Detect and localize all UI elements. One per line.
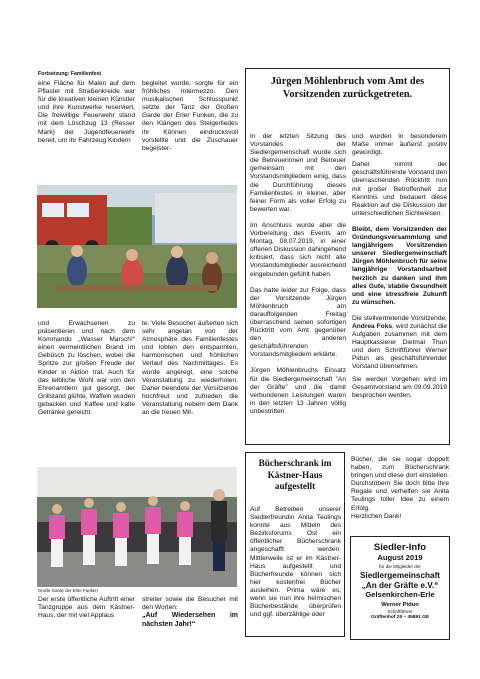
moehlenbruch-col2-p3-pre: Die stellvertretende Vorsitzende,	[352, 314, 447, 322]
buecherschrank-article	[245, 452, 345, 637]
familienfest-col2-mid: te. Viele Besucher äußerten sich sehr angetan von der Atmosphäre des Familienfestes und lobten den entspannten, harmonischen und fröhlichen Verlauf des Nachmittages. Es wurde angeregt, eine solche Veranstaltung zu wiederholen. Daher beendete der Vorsitzende hochfreut und zufrieden die Veranstaltung nebem dem Dank an die treuen Mit-	[142, 320, 238, 417]
moehlenbruch-col1-p1: In der letzten Sitzung des Vorstandes der Siedlergemeinschaft wurde sich die Betreuerinnen und Betreuer gemeinsam mit den Vorstandsmitgliedern einig, dass die Durchführung dieses Familienfestes in kleiner, aber feiner Form als voller Erfolg zu bewerten war.	[250, 133, 346, 213]
buecherschrank-thanks: Herzlichen Dank!	[351, 512, 402, 520]
photo-caption: Große Garde der Erler Funken	[38, 588, 98, 593]
moehlenbruch-col2-p2: Daher nimmt der geschäftsführende Vorstand den überraschenden Rücktritt nun mit großer Betroffenheit zur Kenntnis und bedauert diese Reaktion auf die Diskussion der unterschiedlichen Sichtweisen.	[352, 161, 447, 217]
col2-bottom-bold: „Auf Wiedersehen im nächsten Jahr!“	[142, 612, 238, 628]
moehlenbruch-title: Jürgen Möhlenbruch vom Amt des Vorsitzenden zurückgetreten.	[270, 76, 425, 100]
siedler-info-org2: „An der Gräfte e.V.“	[361, 580, 439, 590]
moehlenbruch-col2-p4: Sie werden Vorgehen wird im Gesamtvorstand am 09.09.2019 besprochen werden.	[352, 375, 447, 399]
familienfest-col1-mid: und Erwachsenen zu präsentieren und nach dem Kommando „Wasser Marsch!“ einen vermeintlichen Brand im Gebüsch zu löschen, wobei die Spritze zur großen Freude der Kinder in Aktion trat. Auch für das leibliche Wohl war von den Ehrenamtlern gut gesorgt, der Grillstand glühte, Waffeln wurden gebacken und Kaffee und kalte Getränke gereicht.	[38, 320, 135, 417]
buecherschrank-text: Auf Betreiben unserer Siedlerfreundin Anita Teulings konnte aus Mitteln des Bezirksforums Ost ein öffentlicher Bücherschrank angeschafft werden. Mittlerweile ist er im Kästner-Haus aufgestellt und Bücherfreunde können sich hier kostenfrei Bücher ausleihen. Prima wäre es, wenn sie nun ihre heimischen Bücherbestände überprüfen und ggf. überzählige oder	[250, 506, 341, 619]
moehlenbruch-col2-p3-name: Andrea Foks	[352, 322, 393, 330]
siedler-info-person: Werner Pidun	[381, 602, 419, 608]
col2-bottom-plain: streiter sowie die Besucher mit den Worten:	[142, 596, 238, 612]
siedler-info-role: Schriftführer	[387, 609, 413, 614]
familienfest-col2-top: begleitet wurde, sorgte für ein fröhliches Intermezzo. Den musikalischen Schlusspunkt setzte der Tanz der Großen Garde der Erler Funken, die zu den Klängen des Steigerliedes ihr Können eindrucksvoll vorstellte und die Zuschauer begeister-	[142, 80, 238, 152]
moehlenbruch-col2-p3-post: , wird zunächst die Aufgaben zusammen mit dem Hauptkassierer Dietmar Thun und dem Schriftführer Werner Pidun als geschäftsführender Vorstand übernehmen.	[352, 322, 447, 371]
siedler-info-box	[350, 536, 450, 640]
moehlenbruch-col1-p4: Jürgen Möhlenbruchs Einsatz für die Siedlergemeinschaft "An der Gräfte" und die damit verbundenen Leistungen waren in den letzten 13 Jahren völlig unbestritten	[250, 367, 346, 415]
siedler-info-for-members: für die Mitglieder der	[379, 564, 421, 569]
familienfest-col1-bottom: Der erste öffentliche Auftritt einer Tanzgruppe aus dem Kästner-Haus, der mit viel Applaus	[38, 596, 135, 620]
moehlenbruch-col1-p3: Das hatte leider zur Folge, dass der Vorsitzende Jürgen Möhlenbruch am darauffolgenden Freitag überraschend seinen sofortigen Rücktritt vom Amt gegenüber den anderen geschäftsführenden Vorstandsmitgliedern erklärte.	[250, 286, 346, 359]
moehlenbruch-col2	[352, 133, 447, 400]
photo-fire-brigade-event	[37, 185, 237, 308]
familienfest-col2-bottom	[142, 596, 238, 629]
siedler-info-org3: Gelsenkirchen-Erle	[365, 590, 435, 599]
photo-dance-group	[37, 467, 237, 587]
siedler-info-address: Gräftenhof 25 – 45891 GE	[370, 614, 430, 620]
continuation-caption: Fortsetzung: Familienfest	[38, 71, 102, 77]
siedler-info-date: August 2019	[377, 553, 423, 562]
siedler-info-org1: Siedlergemeinschaft	[359, 571, 441, 580]
siedler-info-title: Siedler-Info	[373, 542, 427, 553]
moehlenbruch-col1-p2: Im Anschluss wurde aber die Vorbereitung des Events am Montag, 08.07.2019, in einer offenen Diskussion dahingehend kritisiert, dass sich nicht alle Vorstandsmitglieder ausreichend eingebunden gefühlt haben.	[250, 221, 346, 278]
moehlenbruch-article	[245, 68, 450, 445]
moehlenbruch-col1	[250, 133, 346, 416]
moehlenbruch-col2-bold: Bleibt, dem Vorsitzenden der Gründungsversammlung und langjährigem Vorsitzenden unserer Siedlergemeinschaft Jürgen Möhlenbruch für seine langjährige Vorstandsarbeit herzlich zu danken und ihm alles Gute, stabile Gesundheit und eine stressfreie Zukunft zu wünschen.	[352, 225, 447, 306]
buecherschrank-title: Bücherschrank im Kästner-Haus aufgestellt	[258, 458, 332, 491]
buecherschrank-continuation-text: Bücher, die sie sogar doppelt haben, zum Bücherschrank bringen und diese dort einstellen. Durchstöbern Sie doch bitte Ihre Regale und verhelfen sie Anita Teulings toller Idee zu einem Erfolg.	[351, 456, 449, 512]
buecherschrank-continuation	[351, 456, 449, 521]
moehlenbruch-col2-p1: und wurden in besonderem Maße immer äußerst positiv gewürdigt.	[352, 133, 447, 157]
familienfest-col1-top: eine Fläche für Malen auf dem Pflaster mit Straßenkreide war für die kreativen kleinen Künstler und ihre Kunstwerke reserviert. Die freiwillige Feuerwehr stand mit dem Löschzug 13 (Resser Mark) der Jugendfeuerwehr bereit, um ihr Fahrzeug Kindern	[38, 80, 135, 144]
moehlenbruch-col2-p3	[352, 315, 447, 372]
